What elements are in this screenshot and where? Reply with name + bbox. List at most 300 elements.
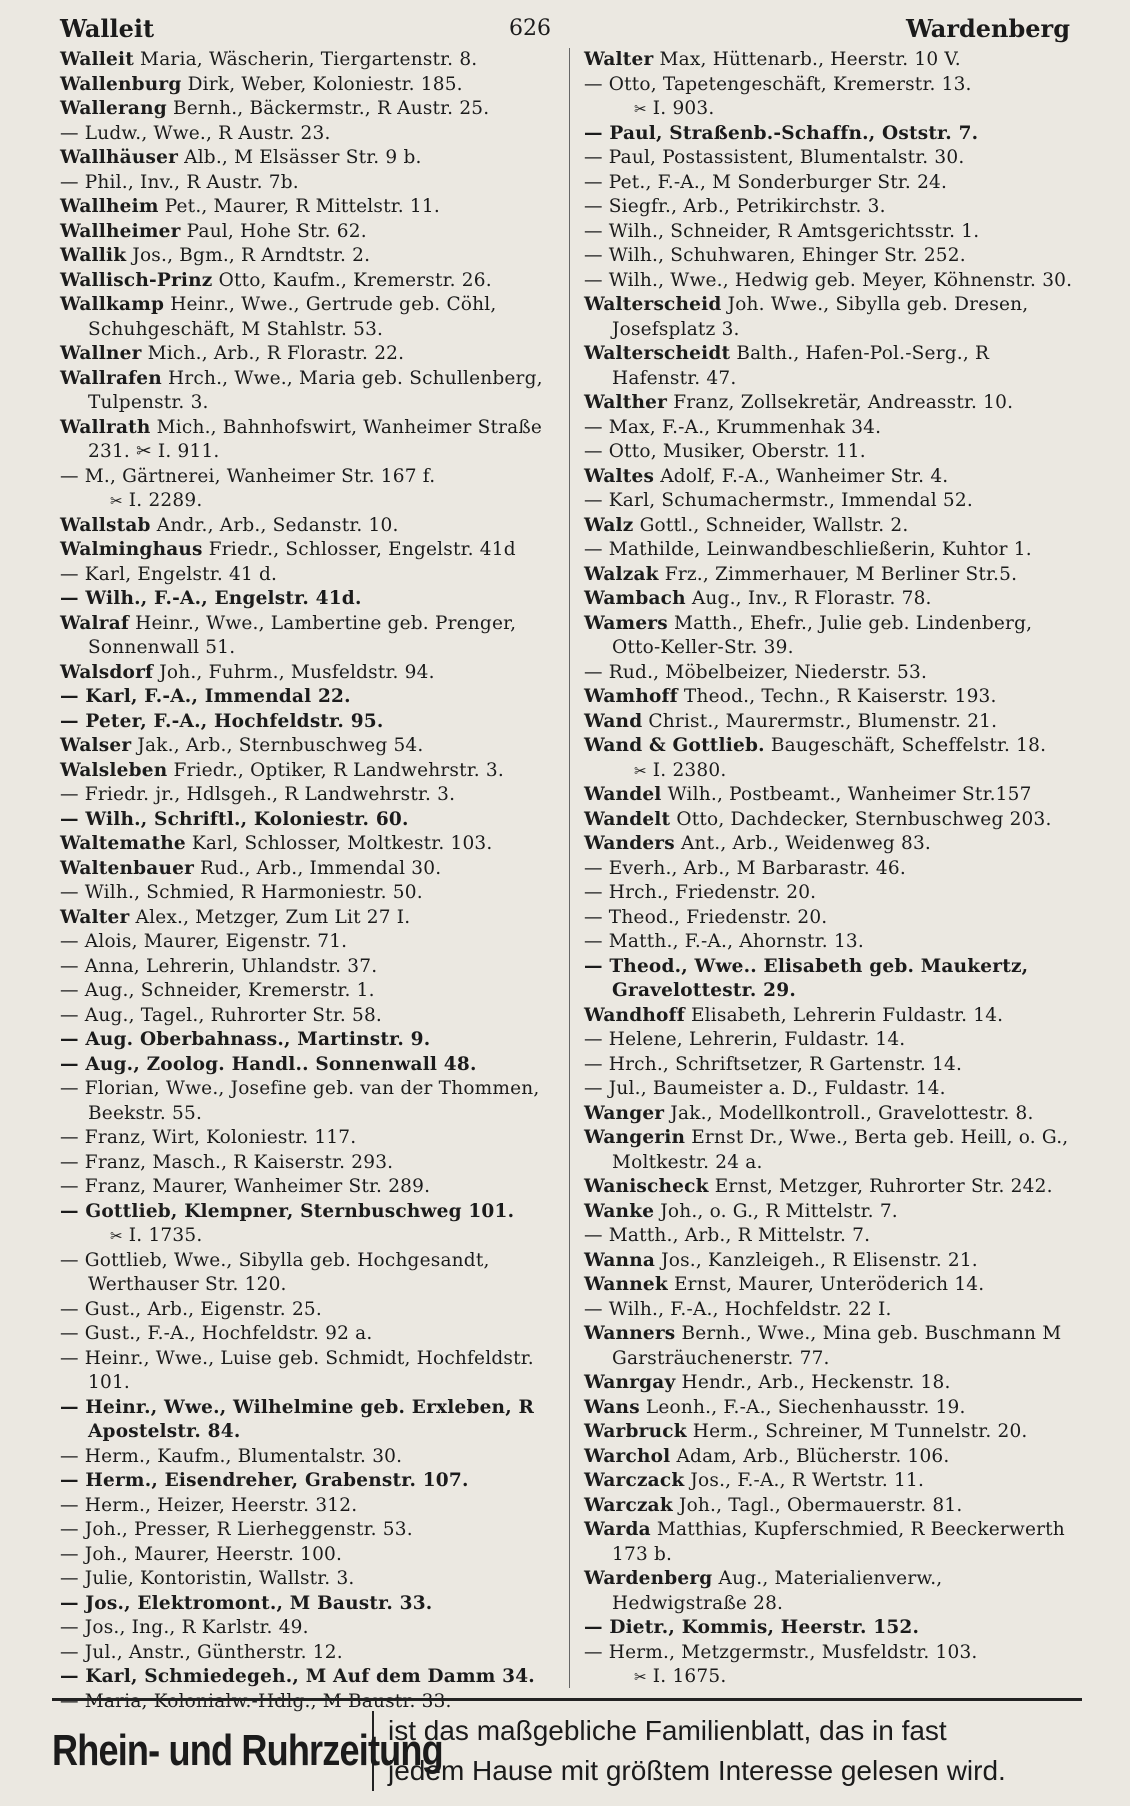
entry-details: Mich., Bahnhofswirt, Wanheimer Straße 231. ✂ I. 911. [88,416,543,462]
entry-surname: Wamers [584,612,668,634]
directory-entry [584,489,1080,514]
entry-details: Adam, Arb., Blücherstr. 106. [670,1445,950,1467]
entry-surname: Walterscheid [584,294,722,315]
directory-entry [60,1641,555,1666]
directory-entry [60,48,555,73]
directory-entry [584,661,1080,686]
entry-details: Ant., Arb., Weidenweg 83. [674,833,931,854]
directory-entry [60,587,555,612]
directory-entry [584,1200,1080,1225]
directory-entry [60,342,555,367]
entry-details: — Wilh., Schriftl., Koloniestr. 60. [60,808,409,830]
entry-surname: Waltenbauer [60,857,195,879]
entry-surname: Walzak [584,563,659,585]
telephone-entry [584,1665,1080,1690]
directory-entry [584,514,1080,539]
entry-details: Matth., Ehefr., Julie geb. Lindenberg, Otto-Keller-Str. 39. [612,612,1033,658]
entry-details: Baugeschäft, Scheffelstr. 18. [764,735,1047,756]
directory-entry [60,514,555,539]
entry-details: Joh., Tagl., Obermauerstr. 81. [672,1494,963,1516]
entry-surname: Walter [60,906,130,928]
directory-entry [584,293,1080,342]
ad-title: Rhein- und Ruhrzeitung [52,1726,443,1775]
directory-entry [60,1249,555,1298]
directory-entry [60,367,555,416]
directory-entry [60,1200,555,1225]
directory-entry [60,1567,555,1592]
directory-entry [60,612,555,661]
entry-surname: Wallerang [60,98,167,119]
directory-entry [584,685,1080,710]
directory-entry [60,1469,555,1494]
entry-details: — Aug., Tagel., Ruhrorter Str. 58. [60,1004,383,1026]
directory-entry [584,1641,1080,1666]
header-right-keyword: Wardenberg [905,13,1070,43]
entry-surname: Wannek [584,1274,668,1295]
left-column [60,48,570,1712]
directory-entry [60,1053,555,1078]
entry-details: — Herm., Metzgermstr., Musfeldstr. 103. [584,1641,978,1663]
directory-entry [584,808,1080,833]
directory-entry [60,930,555,955]
entry-details: I. 2289. [128,490,203,511]
directory-entry [60,146,555,171]
directory-entry [584,1102,1080,1127]
entry-surname: Wallheim [60,196,159,217]
page-header [60,8,1070,48]
entry-surname: Wallhäuser [60,147,179,168]
directory-entry [584,563,1080,588]
directory-entry [60,244,555,269]
entry-details: — Wilh., Wwe., Hedwig geb. Meyer, Köhnenstr. 30. [584,269,1073,291]
entry-details: — Everh., Arb., M Barbarastr. 46. [584,857,906,879]
entry-details: — Wilh., F.-A., Hochfeldstr. 22 I. [584,1298,892,1320]
entry-details: — Karl, Engelstr. 41 d. [60,563,278,585]
entry-details: Joh., o. G., R Mittelstr. 7. [654,1200,898,1222]
entry-details: — Aug., Zoolog. Handl.. Sonnenwall 48. [60,1053,477,1075]
directory-entry [584,220,1080,245]
directory-entry [60,1494,555,1519]
entry-details: Herm., Schreiner, M Tunnelstr. 20. [686,1421,1028,1442]
entry-surname: Wallik [60,245,127,266]
directory-entry [584,465,1080,490]
entry-details: I. 1735. [128,1225,203,1246]
ad-text [372,1711,1006,1791]
directory-entry [60,857,555,882]
directory-entry [584,538,1080,563]
directory-entry [60,416,555,465]
directory-entry [584,1077,1080,1102]
directory-entry [60,1616,555,1641]
entry-details: — Heinr., Wwe., Wilhelmine geb. Erxleben, R Apostelstr. 84. [60,1396,535,1442]
entry-details: — Friedr. jr., Hdlsgeh., R Landwehrstr. 3. [60,784,456,805]
entry-surname: Warda [584,1519,651,1540]
entry-surname: Wand [584,710,643,732]
directory-entry [60,1077,555,1126]
directory-entry [584,1053,1080,1078]
directory-entry [584,710,1080,735]
entry-details: — Wilh., Schuhwaren, Ehinger Str. 252. [584,245,966,266]
entry-surname: Wanischeck [584,1176,709,1197]
directory-entry [584,269,1080,294]
entry-surname: Wardenberg [584,1568,713,1589]
entry-details: — Gust., Arb., Eigenstr. 25. [60,1298,322,1320]
directory-entry [60,661,555,686]
entry-details: — Joh., Presser, R Lierheggenstr. 53. [60,1519,413,1540]
directory-entry [60,1543,555,1568]
entry-details: Jos., F.-A., R Wertstr. 11. [684,1470,925,1491]
entry-surname: Walsleben [60,759,168,781]
directory-entry [60,979,555,1004]
entry-surname: Warczak [584,1494,673,1516]
entry-details: Theod., Techn., R Kaiserstr. 193. [677,686,997,707]
entry-surname: Waltemathe [60,833,186,854]
entry-details: Otto, Dachdecker, Sternbuschweg 203. [670,808,1052,830]
entry-details: — Siegfr., Arb., Petrikirchstr. 3. [584,196,886,217]
directory-entry [60,783,555,808]
directory-entry [584,1420,1080,1445]
telephone-entry [584,97,1080,122]
entry-details: — M., Gärtnerei, Wanheimer Str. 167 f. [60,465,436,487]
entry-details: — Theod., Wwe.. Elisabeth geb. Maukertz, Gravelottestr. 29. [584,955,1029,1001]
directory-entry [584,783,1080,808]
entry-surname: Wambach [584,588,686,609]
entry-surname: Wallstab [60,514,151,536]
directory-entry [60,881,555,906]
directory-entry [60,1322,555,1347]
entry-details: Alex., Metzger, Zum Lit 27 I. [129,906,411,928]
entry-details: Leonh., F.-A., Siechenhausstr. 19. [639,1396,966,1418]
directory-entry [60,465,555,490]
entry-details: — Jul., Anstr., Güntherstr. 12. [60,1641,343,1663]
entry-details: — Julie, Kontoristin, Wallstr. 3. [60,1568,355,1589]
directory-entry [60,1004,555,1029]
directory-entry [584,416,1080,441]
directory-entry [60,1028,555,1053]
directory-entry [60,734,555,759]
directory-entry [60,685,555,710]
entry-details: I. 903. [652,98,715,119]
entry-details: Jak., Arb., Sternbuschweg 54. [131,735,424,756]
entry-surname: Wanners [584,1323,676,1344]
entry-surname: Walser [60,735,132,756]
entry-surname: Wandelt [584,808,671,830]
entry-details: Bernh., Wwe., Mina geb. Buschmann M Garsträuchenerstr. 77. [612,1323,1062,1369]
directory-entry [60,1518,555,1543]
directory-entry [584,48,1080,73]
entry-details: — Jos., Elektromont., M Baustr. 33. [60,1592,433,1614]
directory-entry [584,1298,1080,1323]
entry-details: Matthias, Kupferschmied, R Beeckerwerth 173 b. [612,1519,1065,1565]
right-column [570,48,1080,1688]
entry-surname: Wandel [584,784,662,805]
entry-surname: Wallenburg [60,73,182,95]
entry-details: — Franz, Maurer, Wanheimer Str. 289. [60,1176,431,1197]
entry-details: — Maria, Kolonialw.-Hdlg., M Baustr. 33. [60,1690,452,1712]
directory-entry [60,759,555,784]
entry-details: Friedr., Schlosser, Engelstr. 41d [202,539,516,560]
directory-entry [60,1347,555,1396]
directory-entry [584,1028,1080,1053]
entry-details: — Paul, Straßenb.-Schaffn., Oststr. 7. [584,122,979,144]
entry-details: — Wilh., F.-A., Engelstr. 41d. [60,588,362,609]
directory-entry [584,734,1080,759]
entry-surname: Wanke [584,1200,655,1222]
entry-details: — Karl, F.-A., Immendal 22. [60,686,351,707]
directory-entry [60,97,555,122]
entry-details: Aug., Materialienverw., Hedwigstraße 28. [612,1568,943,1614]
entry-surname: Wallheimer [60,220,181,242]
entry-details: Dirk, Weber, Koloniestr. 185. [181,73,463,95]
directory-entry [584,906,1080,931]
directory-entry [60,1396,555,1445]
entry-details: — Theod., Friedenstr. 20. [584,906,828,928]
directory-entry [60,1445,555,1470]
directory-entry [584,244,1080,269]
entry-details: I. 1675. [652,1666,727,1687]
entry-surname: Walther [584,392,668,413]
entry-details: Mich., Arb., R Florastr. 22. [141,343,405,364]
directory-entry [60,122,555,147]
entry-details: — Jos., Ing., R Karlstr. 49. [60,1617,309,1638]
entry-details: — Joh., Maurer, Heerstr. 100. [60,1543,343,1565]
entry-surname: Wallkamp [60,294,165,315]
advertisement-banner [52,1698,1082,1801]
entry-surname: Walsdorf [60,661,154,683]
entry-details: Wilh., Postbeamt., Wanheimer Str.157 [661,784,1032,805]
header-left-keyword: Walleit [60,13,155,43]
entry-details: Maria, Wäscherin, Tiergartenstr. 8. [133,49,478,70]
entry-details: Paul, Hohe Str. 62. [180,220,367,242]
directory-entry [60,1175,555,1200]
entry-details: — Dietr., Kommis, Heerstr. 152. [584,1617,920,1638]
entry-details: — Florian, Wwe., Josefine geb. van der Thommen, Beekstr. 55. [60,1078,540,1124]
entry-surname: Wandhoff [584,1004,685,1026]
entry-details: Adolf, F.-A., Wanheimer Str. 4. [654,465,949,487]
directory-columns [60,48,1080,1712]
entry-surname: Wanna [584,1249,656,1271]
directory-entry [584,1175,1080,1200]
entry-details: Max, Hüttenarb., Heerstr. 10 V. [653,49,961,70]
entry-details: — Aug., Schneider, Kremerstr. 1. [60,980,375,1001]
directory-entry [584,1518,1080,1567]
directory-entry [584,195,1080,220]
entry-details: — Gottlieb, Klempner, Sternbuschweg 101. [60,1200,515,1222]
ad-line-1: ist das maßgebliche Familienblatt, das in fast [388,1715,947,1746]
directory-entry [60,220,555,245]
entry-surname: Walz [584,514,634,536]
directory-entry [60,73,555,98]
directory-entry [60,563,555,588]
entry-details: Frz., Zimmerhauer, M Berliner Str.5. [658,563,1018,585]
directory-entry [584,587,1080,612]
telephone-entry [60,489,555,514]
entry-surname: Wanger [584,1102,665,1124]
entry-details: — Herm., Eisendreher, Grabenstr. 107. [60,1470,469,1491]
entry-details: — Hrch., Schriftsetzer, R Gartenstr. 14. [584,1053,963,1075]
directory-entry [584,1224,1080,1249]
entry-details: — Paul, Postassistent, Blumentalstr. 30. [584,147,965,168]
directory-entry [584,73,1080,98]
entry-details: Ernst Dr., Wwe., Berta geb. Heill, o. G., Moltkestr. 24 a. [612,1127,1069,1173]
directory-entry [584,146,1080,171]
entry-details: Christ., Maurermstr., Blumenstr. 21. [642,710,998,732]
entry-details: — Peter, F.-A., Hochfeldstr. 95. [60,710,384,732]
directory-entry [60,1151,555,1176]
entry-details: — Alois, Maurer, Eigenstr. 71. [60,931,348,952]
entry-surname: Warczack [584,1470,685,1491]
entry-details: — Matth., F.-A., Ahornstr. 13. [584,931,864,952]
entry-details: Jak., Modellkontroll., Gravelottestr. 8. [664,1102,1034,1124]
entry-surname: Waltes [584,465,655,487]
page-number: 626 [509,15,552,41]
directory-entry [584,832,1080,857]
directory-entry [60,538,555,563]
directory-entry [60,832,555,857]
directory-entry [584,122,1080,147]
directory-entry [60,171,555,196]
entry-details: Hendr., Arb., Heckenstr. 18. [675,1372,951,1393]
entry-details: I. 2380. [652,759,727,781]
entry-surname: Walter [584,49,654,70]
entry-details: — Anna, Lehrerin, Uhlandstr. 37. [60,955,378,977]
entry-surname: Wallrath [60,416,151,438]
entry-details: Heinr., Wwe., Gertrude geb. Cöhl, Schuhgeschäft, M Stahlstr. 53. [88,294,497,340]
directory-entry [60,269,555,294]
directory-entry [60,293,555,342]
entry-details: Ernst, Maurer, Unteröderich 14. [667,1274,985,1295]
entry-details: Gottl., Schneider, Wallstr. 2. [633,514,909,536]
entry-details: Jos., Bgm., R Arndtstr. 2. [126,245,371,266]
directory-entry [584,1322,1080,1371]
directory-entry [584,612,1080,661]
entry-surname: Wand & Gottlieb. [584,735,765,756]
directory-entry [584,881,1080,906]
entry-details: — Max, F.-A., Krummenhak 34. [584,416,882,438]
entry-details: Pet., Maurer, R Mittelstr. 11. [158,196,440,217]
entry-details: — Otto, Musiker, Oberstr. 11. [584,441,866,462]
entry-details: — Pet., F.-A., M Sonderburger Str. 24. [584,171,948,193]
directory-entry [584,1371,1080,1396]
entry-details: — Jul., Baumeister a. D., Fuldastr. 14. [584,1078,946,1099]
entry-details: Joh., Fuhrm., Musfeldstr. 94. [153,661,435,683]
directory-entry [60,1298,555,1323]
directory-entry [584,1249,1080,1274]
entry-details: Elisabeth, Lehrerin Fuldastr. 14. [684,1004,1004,1026]
entry-details: — Aug. Oberbahnass., Martinstr. 9. [60,1029,431,1050]
entry-details: — Gust., F.-A., Hochfeldstr. 92 a. [60,1323,373,1344]
entry-details: — Matth., Arb., R Mittelstr. 7. [584,1225,871,1246]
entry-surname: Wallner [60,343,142,364]
entry-details: — Herm., Kaufm., Blumentalstr. 30. [60,1445,403,1467]
entry-surname: Walraf [60,612,130,634]
entry-details: Ernst, Metzger, Ruhrorter Str. 242. [708,1176,1053,1197]
entry-details: — Heinr., Wwe., Luise geb. Schmidt, Hochfeldstr. 101. [60,1347,534,1393]
entry-surname: Walterscheidt [584,343,731,364]
entry-surname: Wallisch-Prinz [60,269,213,291]
entry-details: Bernh., Bäckermstr., R Austr. 25. [166,98,490,119]
directory-entry [584,955,1080,1004]
entry-details: — Herm., Heizer, Heerstr. 312. [60,1494,358,1516]
entry-details: Joh. Wwe., Sibylla geb. Dresen, Josefsplatz 3. [612,294,1029,340]
entry-surname: Wangerin [584,1127,686,1148]
directory-entry [584,1445,1080,1470]
entry-details: Andr., Arb., Sedanstr. 10. [150,514,399,536]
directory-entry [584,171,1080,196]
entry-details: Heinr., Wwe., Lambertine geb. Prenger, Sonnenwall 51. [88,612,517,658]
entry-surname: Wanrgay [584,1372,676,1393]
directory-entry [584,1494,1080,1519]
directory-entry [584,391,1080,416]
directory-entry [584,1273,1080,1298]
directory-entry [60,1592,555,1617]
entry-details: Otto, Kaufm., Kremerstr. 26. [212,269,492,291]
directory-entry [60,808,555,833]
entry-details: — Franz, Wirt, Koloniestr. 117. [60,1127,357,1148]
entry-details: — Ludw., Wwe., R Austr. 23. [60,122,331,144]
directory-entry [584,1004,1080,1029]
directory-entry [60,710,555,735]
directory-entry [584,440,1080,465]
telephone-entry [584,759,1080,784]
entry-details: Jos., Kanzleigeh., R Elisenstr. 21. [655,1249,978,1271]
directory-entry [584,1567,1080,1616]
directory-entry [584,1126,1080,1175]
entry-surname: Wallrafen [60,367,162,389]
directory-entry [60,195,555,220]
entry-surname: Warbruck [584,1421,687,1442]
ad-line-2: jedem Hause mit größtem Interesse gelesen wird. [388,1755,1006,1786]
entry-details: — Franz, Masch., R Kaiserstr. 293. [60,1151,394,1173]
directory-entry [584,1616,1080,1641]
entry-details: Karl, Schlosser, Moltkestr. 103. [185,833,493,854]
entry-details: — Gottlieb, Wwe., Sibylla geb. Hochgesandt, Werthauser Str. 120. [60,1249,490,1295]
directory-entry [60,906,555,931]
entry-details: — Wilh., Schneider, R Amtsgerichtsstr. 1. [584,220,980,242]
entry-details: — Helene, Lehrerin, Fuldastr. 14. [584,1029,906,1050]
entry-surname: Wans [584,1396,640,1418]
directory-entry [584,930,1080,955]
entry-details: Hrch., Wwe., Maria geb. Schullenberg, Tulpenstr. 3. [88,367,543,413]
entry-details: — Karl, Schmiedegeh., M Auf dem Damm 34. [60,1666,535,1687]
directory-entry [60,1126,555,1151]
entry-surname: Walminghaus [60,539,203,560]
entry-details: — Hrch., Friedenstr. 20. [584,882,817,903]
entry-details: Franz, Zollsekretär, Andreasstr. 10. [667,392,1014,413]
entry-details: Aug., Inv., R Florastr. 78. [685,588,932,609]
directory-entry [584,342,1080,391]
entry-details: — Karl, Schumachermstr., Immendal 52. [584,490,973,511]
directory-entry [584,1396,1080,1421]
entry-details: Friedr., Optiker, R Landwehrstr. 3. [167,759,504,781]
entry-details: — Phil., Inv., R Austr. 7b. [60,171,299,193]
entry-details: — Otto, Tapetengeschäft, Kremerstr. 13. [584,73,972,95]
telephone-entry [60,1224,555,1249]
entry-details: — Mathilde, Leinwandbeschließerin, Kuhtor 1. [584,539,1032,560]
entry-surname: Wanders [584,833,675,854]
directory-entry [60,1665,555,1690]
entry-details: Rud., Arb., Immendal 30. [194,857,442,879]
entry-details: Balth., Hafen-Pol.-Serg., R Hafenstr. 47. [612,343,990,389]
entry-details: Alb., M Elsässer Str. 9 b. [178,147,422,168]
entry-surname: Wamhoff [584,686,678,707]
directory-entry [584,857,1080,882]
entry-surname: Walleit [60,49,134,70]
directory-entry [60,955,555,980]
directory-entry [584,1469,1080,1494]
entry-details: — Wilh., Schmied, R Harmoniestr. 50. [60,882,423,903]
entry-details: — Rud., Möbelbeizer, Niederstr. 53. [584,661,928,683]
